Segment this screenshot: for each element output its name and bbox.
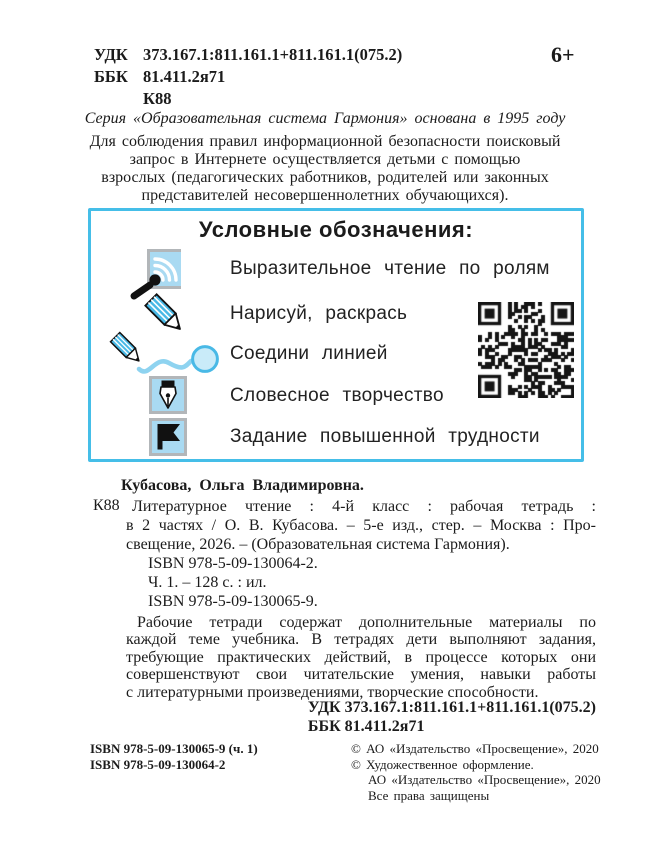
text-line: ISBN 978-5-09-130065-9 (ч. 1) <box>90 741 258 756</box>
udk-bbk-block <box>126 699 596 736</box>
legend-row <box>91 247 581 291</box>
text-line: © АО «Издательство «Просвещение», 2020 <box>351 741 599 756</box>
series-note: Серия «Образовательная система Гармония» основана в 1995 году <box>84 110 566 127</box>
catalog-entry-code: К88 <box>93 497 120 514</box>
text-line: Все права защищены <box>368 787 490 803</box>
annotation <box>126 614 596 701</box>
qr-code <box>478 302 574 398</box>
legend-item-label: Выразительное чтение по ролям <box>230 258 550 279</box>
text-line: ISBN 978-5-09-130064-2 <box>90 756 226 772</box>
isbn-line: ISBN 978-5-09-130064-2. <box>148 555 318 572</box>
catalog-code: К88 <box>143 89 172 108</box>
legend-row <box>91 415 581 459</box>
text-line: © Художественное оформление. <box>351 756 534 772</box>
bbk-row <box>94 67 225 87</box>
description-text <box>126 497 596 554</box>
bbk-label: ББК <box>94 67 128 86</box>
text-line: АО «Издательство «Просвещение», 2020 <box>368 772 601 787</box>
footer-isbn-block <box>90 741 258 772</box>
text-line: совершенствуют свои читательские умения, навыки работы <box>126 666 596 684</box>
catalog-description <box>126 497 596 611</box>
legend-item-label: Словесное творчество <box>230 385 444 406</box>
legend-item-label: Нарисуй, раскрась <box>230 303 408 324</box>
text-line: в 2 частях / О. В. Кубасова. – 5-е изд., стер. – Москва : Про- <box>126 517 596 534</box>
udk-row <box>94 45 402 65</box>
copyright-block <box>351 741 601 803</box>
text-line: Литературное чтение : 4-й класс : рабочая тетрадь : <box>132 498 596 515</box>
part-info: Ч. 1. – 128 с. : ил. <box>148 574 267 591</box>
age-rating-badge: 6+ <box>551 42 575 67</box>
isbn-line: ISBN 978-5-09-130065-9. <box>148 593 318 610</box>
legend-item-label: Задание повышенной трудности <box>230 426 540 447</box>
bbk-value: 81.411.2я71 <box>143 67 226 86</box>
text-line: представителей несовершеннолетних обучающихся). <box>141 187 509 204</box>
bbk-line: ББК 81.411.2я71 <box>307 717 425 735</box>
legend-title: Условные обозначения: <box>198 217 474 242</box>
udk-value: 373.167.1:811.161.1+811.161.1(075.2) <box>143 45 403 64</box>
info-security-note <box>70 133 580 205</box>
difficulty-flag-icon <box>149 418 187 456</box>
author-name: Кубасова, Ольга Владимировна. <box>121 477 364 494</box>
text-line: требующие практических действий, в процессе которых они <box>126 648 596 666</box>
text-line: запрос в Интернете осуществляется детьми с помощью <box>129 151 521 168</box>
text-line: Для соблюдения правил информационной безопасности поисковый <box>89 133 561 150</box>
text-line: с литературными произведениями, творческие способности. <box>126 683 539 701</box>
legend-box <box>88 208 584 462</box>
text-line: свещение, 2026. – (Образовательная система Гармония). <box>126 536 510 553</box>
pen-nib-icon <box>149 376 187 414</box>
text-line: Рабочие тетради содержат дополнительные материалы по <box>137 614 596 631</box>
udk-line: УДК 373.167.1:811.161.1+811.161.1(075.2) <box>307 699 596 716</box>
udk-label: УДК <box>94 45 128 64</box>
text-line: каждой теме учебника. В тетрадях дети выполняют задания, <box>126 631 596 649</box>
connect-line-icon <box>99 330 225 378</box>
text-line: взрослых (педагогических работников, родителей или законных <box>101 169 549 186</box>
legend-item-label: Соедини линией <box>230 343 388 364</box>
